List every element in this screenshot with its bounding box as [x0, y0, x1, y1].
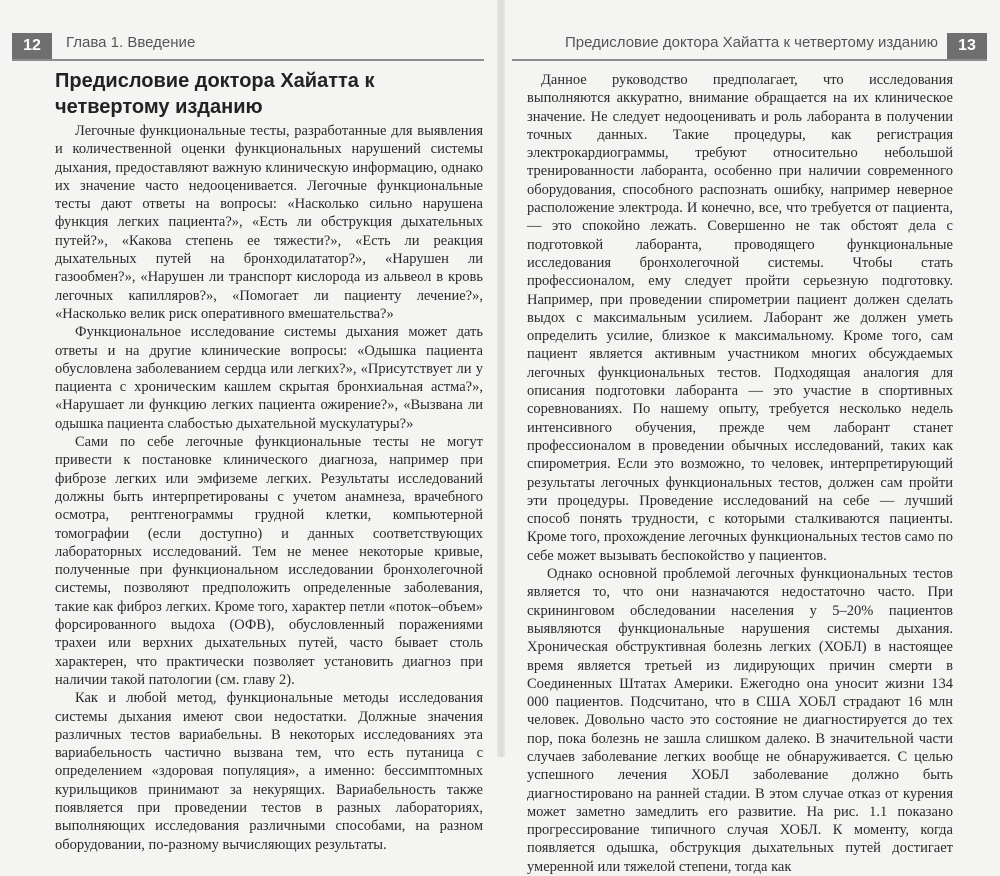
left-header-rule: [12, 59, 484, 61]
paragraph: Сами по себе легочные функциональные тесты не могут привести к постановке клинического диагноза, например при фиброзе легких или эмфиземе легких. Результаты исследований должны быть интерпретированы с учетом анамнеза, врачебного осмотра, рентгенограммы грудной клетки, компьютерной томографии (если доступно) и данных соответствующих лабораторных исследований. Тем не менее некоторые кривые, полученные при функциональном исследовании бронхолегочной системы, позволяют предположить определенные заболевания, такие как фиброз легких. Кроме того, характер петли «поток–объем» форсированного выдоха (ОФВ), обусловленный поражениями трахеи или верхних дыхательных путей, часто бывает столь характерен, что практически позволяет установить диагноз при наличии такой патологии (см. главу 2).: [55, 434, 483, 688]
paragraph: Легочные функциональные тесты, разработанные для выявления и количественной оценки функциональных нарушений системы дыхания, предоставляют важную клиническую информацию, однако их значение часто недооценивается. Легочные функциональные тесты дают ответы на вопросы: «Насколько сильно нарушена функция легких пациента?», «Есть ли обструкция дыхательных путей?», «Какова степень ее тяжести?», «Есть ли реакция дыхательных путей на бронходилататор?», «Нарушен ли газообмен?», «Нарушен ли транспорт кислорода из альвеол в кровь легочных капилляров?», «Помогает ли пациенту лечение?», «Насколько велик риск оперативного вмешательства?»: [55, 123, 483, 322]
left-running-title: Глава 1. Введение: [66, 34, 196, 51]
paragraph: Данное руководство предполагает, что исследования выполняются аккуратно, внимание обращается на их клиническое значение. Не следует недооценивать и роль лаборанта в получении точных данных. Такие процедуры, как регистрация электрокардиограммы, требуют относительно небольшой тренированности лаборанта, особенно при наличии современного оборудования, способного распознать ошибку, например неверное расположение электрода. И конечно, все, что требуется от пациента, — это спокойно лежать. Совершенно не так обстоят дела с подготовкой лаборанта, проводящего функциональные исследования бронхолегочной системы. Чтобы стать профессионалом, ему следует пройти серьезную подготовку. Например, при проведении спирометрии пациент должен сделать выдох с максимальным усилием. Лаборант же должен уметь определить усилие, близкое к максимальному. Кроме того, сам пациент является активным участником многих обсуждаемых легочных функциональных тестов. Подходящая аналогия для описания подготовки лаборанта — это участие в спортивных соревнованиях. По нашему опыту, требуется несколько недель интенсивного обучения, прежде чем лаборант станет профессионалом в проведении обычных исследований, таких как спирометрия. Если это возможно, то человек, интерпретирующий результаты легочных функциональных тестов, должен сам пройти эти процедуры. Проведение исследований на себе — лучший способ понять трудности, с которыми сталкиваются пациенты. Кроме того, прохождение легочных функциональных тестов само по себе может вызывать беспокойство у пациентов.: [527, 72, 953, 564]
paragraph: Однако основной проблемой легочных функциональных тестов является то, что они назначаются недостаточно часто. При скрининговом обследовании населения у 5–20% пациентов выявляются функциональные нарушения системы дыхания. Хроническая обструктивная болезнь легких (ХОБЛ) в настоящее время является третьей из лидирующих причин смерти в Соединенных Штатах Америки. Ежегодно она уносит жизни 134 000 пациентов. Подсчитано, что в США ХОБЛ страдают 16 млн человек. Довольно часто это состояние не диагностируется до тех пор, пока болезнь не зашла слишком далеко. В значительной части случаев заболевание легких вообще не обнаруживается. С целью успешного лечения ХОБЛ заболевание должно быть диагностировано на ранней стадии. В этом случае отказ от курения может заметно замедлить его развитие. На рис. 1.1 показано прогрессирование типичного случая ХОБЛ. К моменту, когда появляется одышка, обструкция дыхательных путей достигает умеренной или тяжелой степени, тогда как: [527, 566, 953, 875]
left-page-number: 12: [12, 33, 52, 59]
left-page-body: [55, 122, 483, 854]
paragraph: Как и любой метод, функциональные методы исследования системы дыхания имеют свои недостатки. Должные значения различных тестов вариабельны. В некоторых исследованиях эта вариабельность частично вызвана тем, что есть путаница с определением «здоровая популяция», а именно: бессимптомных курильщиков принимают за некурящих. Вариабельность также появляется при проведении тестов в разных лабораториях, выполняющих исследования различными способами, на разном оборудовании, по-разному вычисляющих результаты.: [55, 690, 483, 853]
right-running-title: Предисловие доктора Хайатта к четвертому изданию: [565, 34, 938, 51]
right-page-body: [527, 71, 953, 876]
paragraph: Функциональное исследование системы дыхания может дать ответы и на другие клинические вопросы: «Одышка пациента обусловлена заболеванием сердца или легких?», «Присутствует ли у пациента с хроническим кашлем скрытая бронхиальная астма?», «Нарушает ли функцию легких пациента ожирение?», «Вызвана ли одышка пациента слабостью дыхательной мускулатуры?»: [55, 324, 483, 432]
section-title: Предисловие доктора Хайатта к четвертому изданию: [55, 70, 375, 118]
book-gutter: [497, 0, 505, 757]
right-header-rule: [512, 59, 987, 61]
right-page-number: 13: [947, 33, 987, 59]
